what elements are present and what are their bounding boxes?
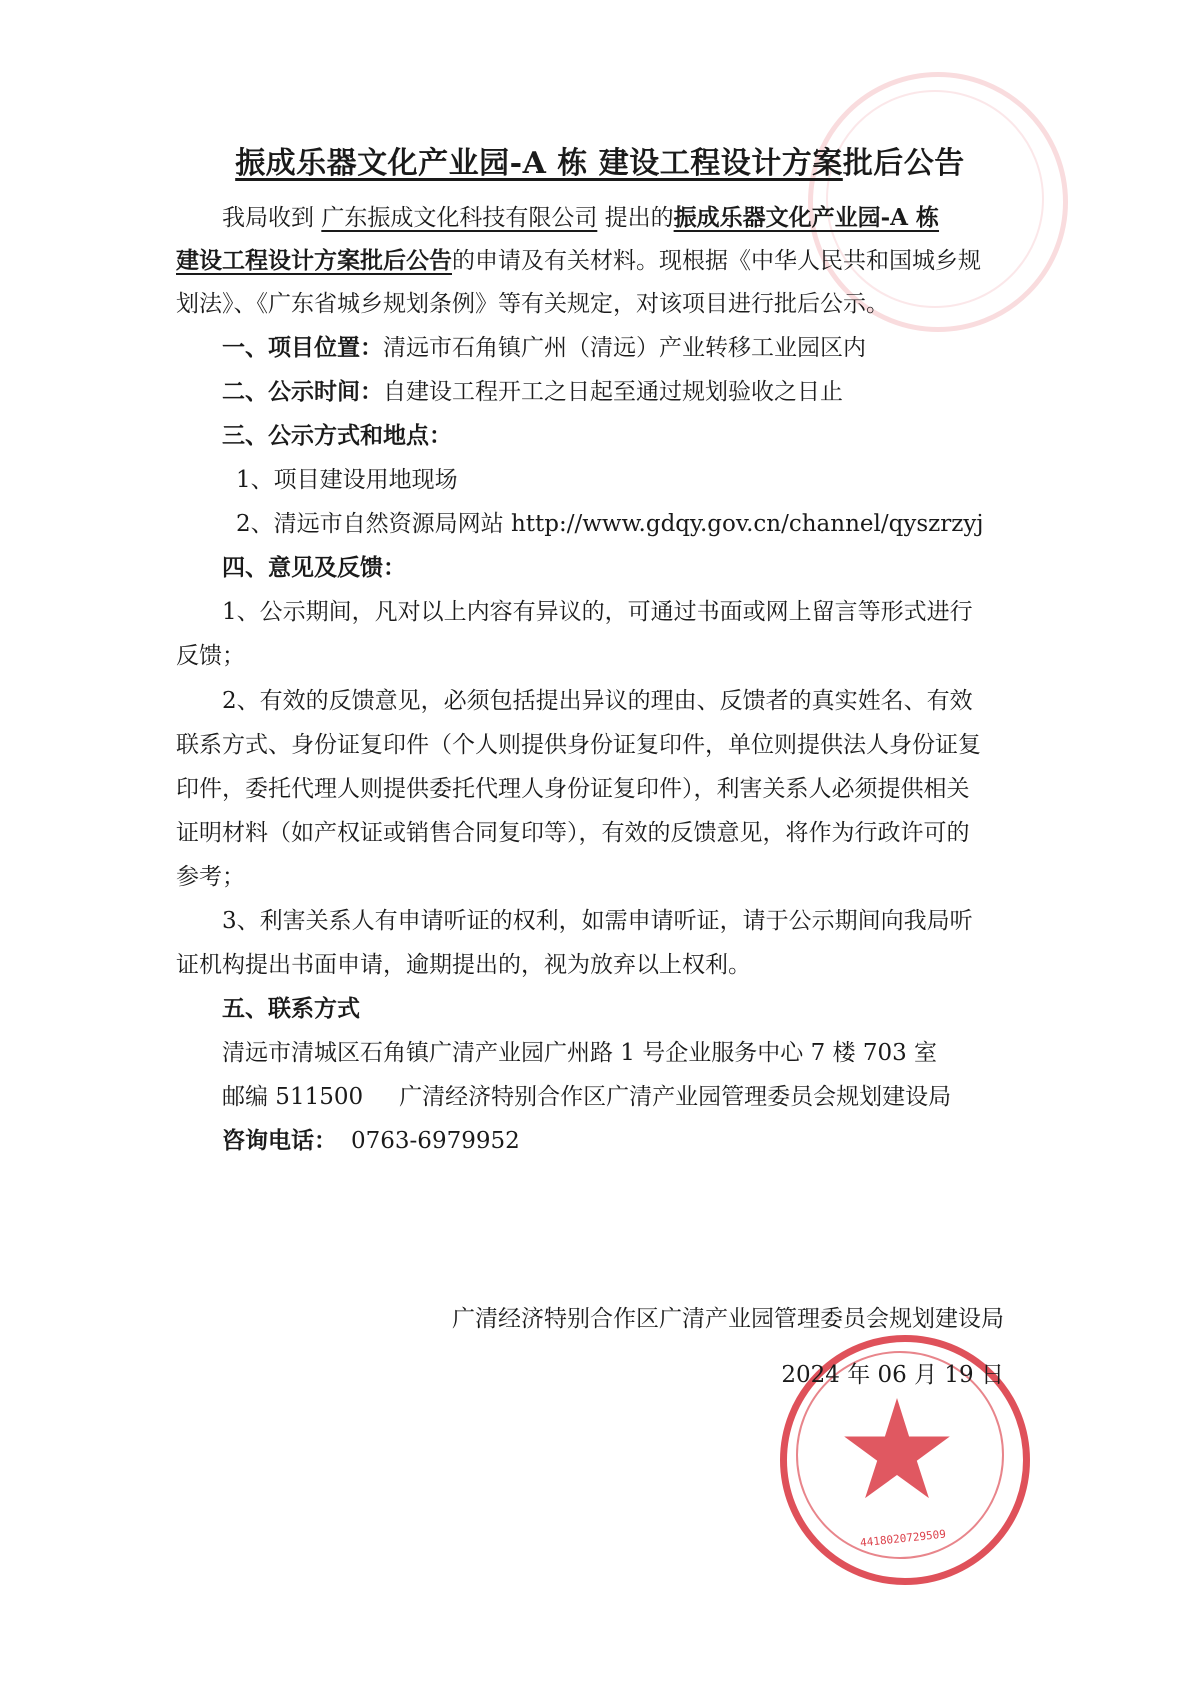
contact-postcode-dept: 邮编 511500 广清经济特别合作区广清产业园管理委员会规划建设局 — [222, 1084, 952, 1110]
intro-line-2: 建设工程设计方案批后公告的申请及有关材料。现根据《中华人民共和国城乡规 — [176, 247, 981, 274]
feedback-2-line-4: 证明材料（如产权证或销售合同复印等），有效的反馈意见，将作为行政许可的 — [176, 820, 970, 846]
seal-number: 4418020729509 — [859, 1527, 947, 1550]
feedback-1-line-2: 反馈； — [176, 643, 245, 669]
signature-date: 2024 年 06 月 19 日 — [781, 1362, 1004, 1388]
feedback-3-line-2: 证机构提出书面申请，逾期提出的，视为放弃以上权利。 — [176, 952, 751, 978]
signature-org: 广清经济特别合作区广清产业园管理委员会规划建设局 — [452, 1306, 1004, 1332]
page-title: 振成乐器文化产业园-A 栋 建设工程设计方案批后公告 — [235, 146, 965, 181]
location-line: 一、项目位置：清远市石角镇广州（清远）产业转移工业园区内 — [222, 334, 866, 361]
contact-heading: 五、联系方式 — [222, 995, 360, 1022]
feedback-3-line-1: 3、利害关系人有申请听证的权利，如需申请听证，请于公示期间向我局听 — [222, 908, 973, 934]
method-item-2: 2、清远市自然资源局网站 http://www.gdqy.gov.cn/channel/qyszrzyj — [236, 511, 984, 537]
intro-line-1: 我局收到 广东振成文化科技有限公司 提出的振成乐器文化产业园-A 栋 — [222, 204, 940, 231]
feedback-2-line-1: 2、有效的反馈意见，必须包括提出异议的理由、反馈者的真实姓名、有效 — [222, 688, 973, 714]
contact-address: 清远市清城区石角镇广清产业园广州路 1 号企业服务中心 7 楼 703 室 — [222, 1040, 938, 1066]
feedback-2-line-2: 联系方式、身份证复印件（个人则提供身份证复印件，单位则提供法人身份证复 — [176, 732, 981, 758]
intro-line-3: 划法》、《广东省城乡规划条例》等有关规定，对该项目进行批后公示。 — [176, 291, 889, 317]
feedback-2-line-3: 印件，委托代理人则提供委托代理人身份证复印件），利害关系人必须提供相关 — [176, 776, 970, 802]
method-item-1: 1、项目建设用地现场 — [236, 467, 458, 493]
feedback-2-line-5: 参考； — [176, 864, 245, 890]
method-heading: 三、公示方式和地点： — [222, 422, 452, 449]
contact-phone: 咨询电话： 0763-6979952 — [222, 1127, 520, 1154]
project-name: 振成乐器文化产业园-A 栋 — [673, 204, 940, 231]
applicant-company: 广东振成文化科技有限公司 — [321, 205, 598, 231]
feedback-heading: 四、意见及反馈： — [222, 554, 406, 581]
time-line: 二、公示时间：自建设工程开工之日起至通过规划验收之日止 — [222, 378, 843, 405]
feedback-1-line-1: 1、公示期间，凡对以上内容有异议的，可通过书面或网上留言等形式进行 — [222, 599, 973, 625]
